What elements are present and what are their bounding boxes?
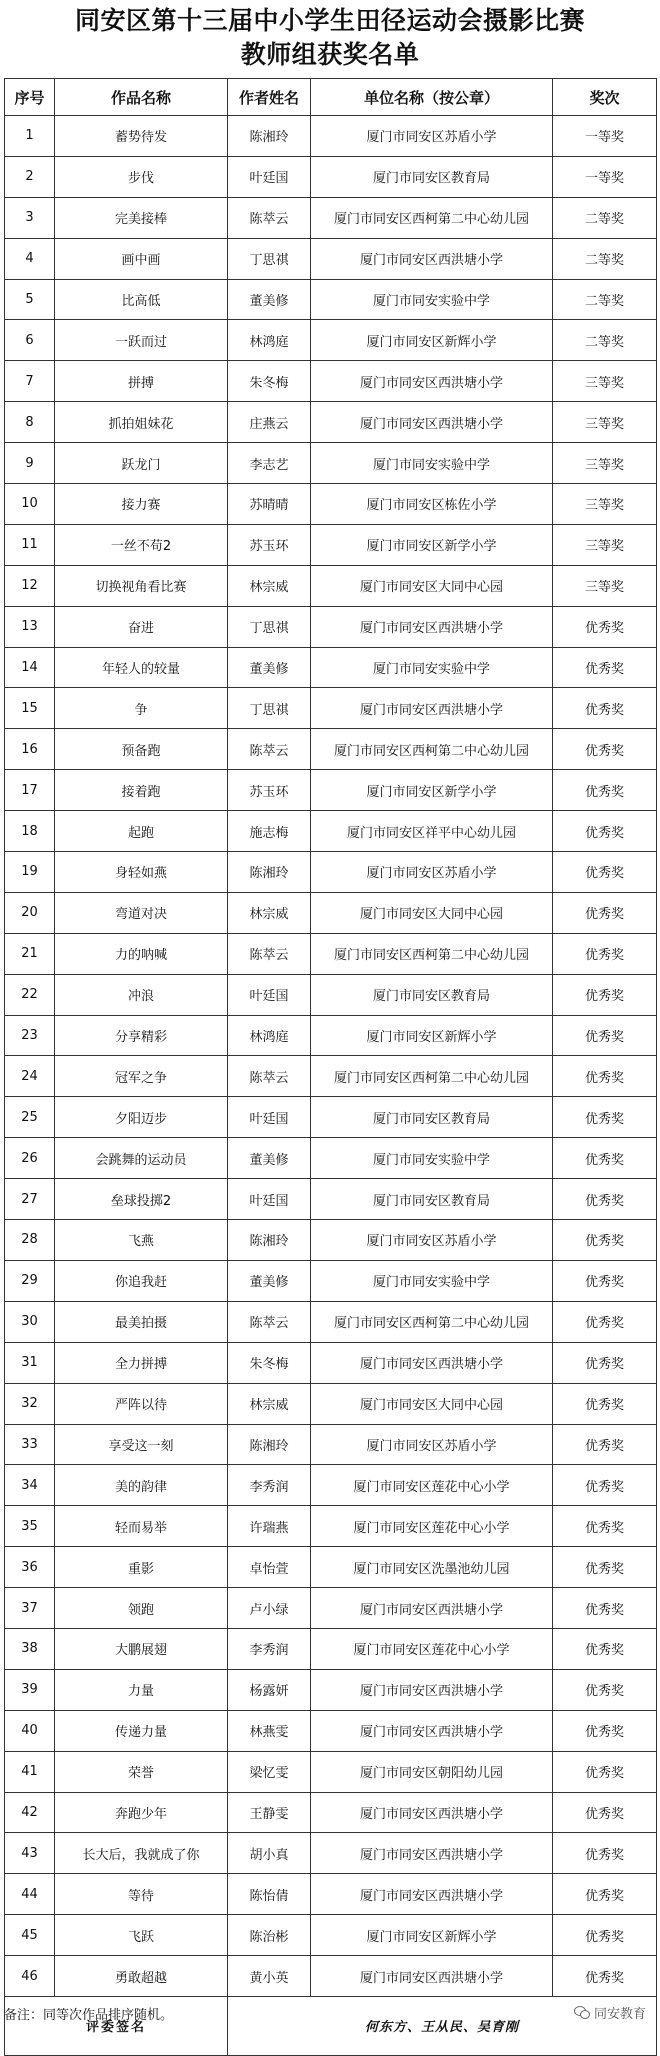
cell-award: 二等奖 [553,238,657,279]
cell-organization: 厦门市同安区教育局 [311,156,553,197]
cell-work-title: 最美拍摄 [55,1301,228,1342]
cell-organization: 厦门市同安区大同中心园 [311,565,553,606]
header-work-title: 作品名称 [55,79,228,116]
table-row [5,1138,657,1179]
judges-signature: 何东方、王从民、吴育刚 [228,1996,657,2055]
cell-organization: 厦门市同安区西柯第二中心幼儿园 [311,933,553,974]
cell-author: 林宗威 [228,892,311,933]
cell-organization: 厦门市同安区新学小学 [311,770,553,811]
cell-index: 12 [5,565,55,606]
cell-award: 优秀奖 [553,1547,657,1588]
cell-organization: 厦门市同安区西洪塘小学 [311,1956,553,1997]
table-row [5,1097,657,1138]
judges-label: 评委签名 [5,1996,228,2055]
cell-award: 二等奖 [553,197,657,238]
cell-award: 优秀奖 [553,1301,657,1342]
cell-index: 21 [5,933,55,974]
cell-author: 卓怡萱 [228,1547,311,1588]
cell-author: 苏晴晴 [228,484,311,525]
cell-author: 董美修 [228,1138,311,1179]
cell-award: 优秀奖 [553,1220,657,1261]
cell-award: 一等奖 [553,116,657,157]
cell-index: 1 [5,116,55,157]
cell-organization: 厦门市同安区苏盾小学 [311,116,553,157]
cell-organization: 厦门市同安区西柯第二中心幼儿园 [311,197,553,238]
table-row [5,1833,657,1874]
cell-award: 优秀奖 [553,1179,657,1220]
cell-author: 陈湘玲 [228,1220,311,1261]
cell-author: 陈怡倩 [228,1874,311,1915]
cell-award: 优秀奖 [553,1056,657,1097]
cell-work-title: 重影 [55,1547,228,1588]
cell-index: 32 [5,1383,55,1424]
cell-author: 苏玉环 [228,770,311,811]
cell-author: 陈萃云 [228,197,311,238]
cell-index: 31 [5,1342,55,1383]
cell-organization: 厦门市同安区新学小学 [311,524,553,565]
cell-award: 三等奖 [553,565,657,606]
cell-award: 优秀奖 [553,1097,657,1138]
cell-work-title: 传递力量 [55,1710,228,1751]
cell-author: 陈湘玲 [228,852,311,893]
cell-work-title: 起跑 [55,811,228,852]
cell-author: 林宗威 [228,1383,311,1424]
document-title [0,0,660,76]
cell-author: 施志梅 [228,811,311,852]
cell-award: 优秀奖 [553,1342,657,1383]
cell-author: 苏玉环 [228,524,311,565]
cell-work-title: 力量 [55,1669,228,1710]
cell-organization: 厦门市同安区西洪塘小学 [311,402,553,443]
cell-award: 优秀奖 [553,933,657,974]
cell-index: 29 [5,1260,55,1301]
cell-award: 优秀奖 [553,606,657,647]
table-row [5,933,657,974]
table-row [5,852,657,893]
cell-index: 6 [5,320,55,361]
table-row [5,524,657,565]
cell-award: 三等奖 [553,402,657,443]
cell-index: 3 [5,197,55,238]
table-row [5,565,657,606]
header-organization: 单位名称（按公章） [311,79,553,116]
cell-work-title: 勇敢超越 [55,1956,228,1997]
cell-index: 40 [5,1710,55,1751]
cell-author: 林鸿庭 [228,1015,311,1056]
cell-work-title: 飞跃 [55,1915,228,1956]
cell-author: 陈萃云 [228,933,311,974]
cell-organization: 厦门市同安区西柯第二中心幼儿园 [311,1056,553,1097]
cell-organization: 厦门市同安实验中学 [311,279,553,320]
cell-award: 二等奖 [553,320,657,361]
cell-work-title: 完美接棒 [55,197,228,238]
cell-organization: 厦门市同安区莲花中心小学 [311,1506,553,1547]
cell-award: 三等奖 [553,443,657,484]
table-row [5,1383,657,1424]
footnote: 备注：同等次作品排序随机。 [4,2008,174,2023]
cell-work-title: 接着跑 [55,770,228,811]
cell-organization: 厦门市同安区西洪塘小学 [311,1792,553,1833]
table-row [5,1342,657,1383]
cell-award: 优秀奖 [553,1669,657,1710]
cell-work-title: 争 [55,688,228,729]
cell-work-title: 你追我赶 [55,1260,228,1301]
cell-award: 优秀奖 [553,852,657,893]
cell-author: 林宗威 [228,565,311,606]
cell-work-title: 荣誉 [55,1751,228,1792]
cell-index: 26 [5,1138,55,1179]
cell-author: 黄小英 [228,1956,311,1997]
cell-author: 丁思祺 [228,238,311,279]
cell-work-title: 领跑 [55,1588,228,1629]
cell-index: 44 [5,1874,55,1915]
cell-work-title: 接力赛 [55,484,228,525]
cell-author: 李秀润 [228,1465,311,1506]
cell-work-title: 奔跑少年 [55,1792,228,1833]
cell-work-title: 步伐 [55,156,228,197]
cell-work-title: 垒球投掷2 [55,1179,228,1220]
cell-work-title: 美的韵律 [55,1465,228,1506]
cell-author: 梁忆雯 [228,1751,311,1792]
cell-award: 优秀奖 [553,729,657,770]
cell-author: 丁思祺 [228,688,311,729]
cell-author: 李秀润 [228,1628,311,1669]
cell-organization: 厦门市同安区西柯第二中心幼儿园 [311,1301,553,1342]
cell-work-title: 蓄势待发 [55,116,228,157]
cell-author: 林鸿庭 [228,320,311,361]
cell-organization: 厦门市同安区西洪塘小学 [311,606,553,647]
cell-index: 9 [5,443,55,484]
cell-index: 46 [5,1956,55,1997]
cell-award: 优秀奖 [553,688,657,729]
cell-work-title: 预备跑 [55,729,228,770]
cell-organization: 厦门市同安区教育局 [311,1097,553,1138]
cell-organization: 厦门市同安实验中学 [311,1138,553,1179]
cell-index: 33 [5,1424,55,1465]
cell-award: 优秀奖 [553,1833,657,1874]
cell-index: 2 [5,156,55,197]
cell-index: 24 [5,1056,55,1097]
table-row [5,811,657,852]
cell-index: 8 [5,402,55,443]
cell-index: 38 [5,1628,55,1669]
cell-index: 36 [5,1547,55,1588]
cell-index: 45 [5,1915,55,1956]
table-row [5,892,657,933]
cell-work-title: 全力拼搏 [55,1342,228,1383]
table-row [5,1628,657,1669]
cell-author: 叶廷国 [228,156,311,197]
table-row [5,729,657,770]
cell-index: 5 [5,279,55,320]
cell-award: 优秀奖 [553,1138,657,1179]
cell-index: 14 [5,647,55,688]
cell-author: 陈萃云 [228,729,311,770]
cell-author: 杨露妍 [228,1669,311,1710]
cell-work-title: 弯道对决 [55,892,228,933]
cell-organization: 厦门市同安区西洪塘小学 [311,1669,553,1710]
cell-work-title: 跃龙门 [55,443,228,484]
cell-award: 优秀奖 [553,974,657,1015]
cell-author: 胡小真 [228,1833,311,1874]
cell-organization: 厦门市同安实验中学 [311,1260,553,1301]
cell-organization: 厦门市同安区苏盾小学 [311,1424,553,1465]
cell-award: 优秀奖 [553,770,657,811]
table-row [5,606,657,647]
cell-award: 优秀奖 [553,1751,657,1792]
cell-work-title: 轻而易举 [55,1506,228,1547]
cell-work-title: 奋进 [55,606,228,647]
table-row [5,1874,657,1915]
cell-work-title: 画中画 [55,238,228,279]
cell-author: 董美修 [228,647,311,688]
cell-author: 丁思祺 [228,606,311,647]
cell-award: 优秀奖 [553,1424,657,1465]
cell-organization: 厦门市同安区教育局 [311,974,553,1015]
cell-award: 优秀奖 [553,1792,657,1833]
cell-award: 优秀奖 [553,1383,657,1424]
judges-row [5,1996,657,2055]
cell-index: 15 [5,688,55,729]
cell-organization: 厦门市同安区洗墨池幼儿园 [311,1547,553,1588]
cell-index: 23 [5,1015,55,1056]
cell-author: 董美修 [228,1260,311,1301]
cell-work-title: 长大后，我就成了你 [55,1833,228,1874]
table-row [5,1015,657,1056]
title-line-2: 教师组获奖名单 [240,40,420,69]
cell-index: 27 [5,1179,55,1220]
cell-award: 优秀奖 [553,1465,657,1506]
table-header-row [5,79,657,116]
cell-organization: 厦门市同安区教育局 [311,1179,553,1220]
cell-index: 35 [5,1506,55,1547]
cell-work-title: 夕阳迈步 [55,1097,228,1138]
cell-work-title: 分享精彩 [55,1015,228,1056]
table-row [5,1915,657,1956]
cell-author: 叶廷国 [228,1097,311,1138]
cell-award: 三等奖 [553,524,657,565]
cell-organization: 厦门市同安区大同中心园 [311,1383,553,1424]
cell-organization: 厦门市同安区朝阳幼儿园 [311,1751,553,1792]
cell-work-title: 一跃而过 [55,320,228,361]
awards-table [4,78,657,2056]
cell-organization: 厦门市同安区莲花中心小学 [311,1628,553,1669]
table-row [5,1301,657,1342]
cell-award: 优秀奖 [553,1956,657,1997]
cell-award: 优秀奖 [553,1506,657,1547]
cell-work-title: 年轻人的较量 [55,647,228,688]
table-row [5,1547,657,1588]
cell-work-title: 抓拍姐妹花 [55,402,228,443]
table-row [5,484,657,525]
cell-organization: 厦门市同安区西洪塘小学 [311,1588,553,1629]
cell-organization: 厦门市同安区西洪塘小学 [311,688,553,729]
cell-index: 34 [5,1465,55,1506]
table-row [5,361,657,402]
cell-organization: 厦门市同安区大同中心园 [311,892,553,933]
cell-award: 优秀奖 [553,1628,657,1669]
cell-award: 优秀奖 [553,811,657,852]
cell-work-title: 一丝不苟2 [55,524,228,565]
table-row [5,1220,657,1261]
cell-work-title: 飞燕 [55,1220,228,1261]
cell-author: 陈湘玲 [228,116,311,157]
table-row [5,1710,657,1751]
watermark-text: 同安教育 [593,2007,646,2022]
table-row [5,238,657,279]
table-row [5,974,657,1015]
table-row [5,1056,657,1097]
cell-author: 卢小绿 [228,1588,311,1629]
cell-author: 许瑞燕 [228,1506,311,1547]
cell-index: 19 [5,852,55,893]
cell-award: 一等奖 [553,156,657,197]
cell-index: 22 [5,974,55,1015]
cell-author: 董美修 [228,279,311,320]
cell-index: 25 [5,1097,55,1138]
table-row [5,688,657,729]
table-row [5,1792,657,1833]
cell-organization: 厦门市同安区西柯第二中心幼儿园 [311,729,553,770]
cell-award: 二等奖 [553,279,657,320]
cell-award: 优秀奖 [553,1588,657,1629]
cell-award: 优秀奖 [553,647,657,688]
cell-index: 39 [5,1669,55,1710]
cell-organization: 厦门市同安区西洪塘小学 [311,238,553,279]
cell-index: 20 [5,892,55,933]
table-row [5,1260,657,1301]
cell-author: 陈湘玲 [228,1424,311,1465]
cell-author: 叶廷国 [228,1179,311,1220]
cell-award: 三等奖 [553,484,657,525]
table-row [5,770,657,811]
cell-index: 17 [5,770,55,811]
cell-work-title: 冠军之争 [55,1056,228,1097]
cell-index: 7 [5,361,55,402]
cell-organization: 厦门市同安区苏盾小学 [311,852,553,893]
cell-author: 林燕雯 [228,1710,311,1751]
table-row [5,197,657,238]
cell-work-title: 会跳舞的运动员 [55,1138,228,1179]
cell-organization: 厦门市同安区栋佐小学 [311,484,553,525]
cell-award: 优秀奖 [553,1874,657,1915]
cell-award: 优秀奖 [553,1710,657,1751]
cell-work-title: 切换视角看比赛 [55,565,228,606]
table-row [5,1179,657,1220]
cell-author: 陈萃云 [228,1056,311,1097]
table-row [5,402,657,443]
watermark [574,2003,646,2022]
cell-index: 18 [5,811,55,852]
cell-organization: 厦门市同安区新辉小学 [311,1915,553,1956]
cell-organization: 厦门市同安区莲花中心小学 [311,1465,553,1506]
header-award: 奖次 [553,79,657,116]
cell-index: 4 [5,238,55,279]
cell-work-title: 大鹏展翅 [55,1628,228,1669]
cell-author: 王静雯 [228,1792,311,1833]
cell-organization: 厦门市同安区祥平中心幼儿园 [311,811,553,852]
wechat-icon [574,2006,590,2019]
header-author: 作者姓名 [228,79,311,116]
cell-organization: 厦门市同安实验中学 [311,647,553,688]
cell-index: 30 [5,1301,55,1342]
cell-index: 41 [5,1751,55,1792]
cell-work-title: 身轻如燕 [55,852,228,893]
table-row [5,443,657,484]
cell-index: 43 [5,1833,55,1874]
table-row [5,1669,657,1710]
table-row [5,116,657,157]
cell-work-title: 享受这一刻 [55,1424,228,1465]
cell-index: 13 [5,606,55,647]
cell-author: 朱冬梅 [228,1342,311,1383]
cell-index: 42 [5,1792,55,1833]
cell-index: 10 [5,484,55,525]
table-row [5,1465,657,1506]
table-row [5,1956,657,1997]
cell-index: 16 [5,729,55,770]
cell-organization: 厦门市同安区西洪塘小学 [311,1710,553,1751]
cell-author: 陈萃云 [228,1301,311,1342]
table-row [5,1588,657,1629]
cell-author: 李志艺 [228,443,311,484]
cell-award: 优秀奖 [553,892,657,933]
header-index: 序号 [5,79,55,116]
cell-organization: 厦门市同安区新辉小学 [311,320,553,361]
cell-organization: 厦门市同安区西洪塘小学 [311,1874,553,1915]
cell-organization: 厦门市同安区西洪塘小学 [311,1342,553,1383]
cell-organization: 厦门市同安区西洪塘小学 [311,1833,553,1874]
cell-work-title: 比高低 [55,279,228,320]
cell-index: 37 [5,1588,55,1629]
table-row [5,279,657,320]
table-body [5,116,657,1997]
table-row [5,647,657,688]
cell-award: 优秀奖 [553,1260,657,1301]
table-row [5,320,657,361]
cell-author: 陈治彬 [228,1915,311,1956]
cell-organization: 厦门市同安区新辉小学 [311,1015,553,1056]
cell-organization: 厦门市同安区苏盾小学 [311,1220,553,1261]
cell-work-title: 拼搏 [55,361,228,402]
table-row [5,1751,657,1792]
cell-award: 三等奖 [553,361,657,402]
cell-organization: 厦门市同安区西洪塘小学 [311,361,553,402]
cell-award: 优秀奖 [553,1915,657,1956]
table-row [5,1424,657,1465]
cell-work-title: 等待 [55,1874,228,1915]
cell-work-title: 严阵以待 [55,1383,228,1424]
cell-author: 朱冬梅 [228,361,311,402]
table-row [5,1506,657,1547]
cell-organization: 厦门市同安实验中学 [311,443,553,484]
cell-index: 11 [5,524,55,565]
cell-index: 28 [5,1220,55,1261]
cell-work-title: 冲浪 [55,974,228,1015]
cell-award: 优秀奖 [553,1015,657,1056]
title-line-1: 同安区第十三届中小学生田径运动会摄影比赛 [74,6,585,35]
cell-author: 叶廷国 [228,974,311,1015]
cell-author: 庄燕云 [228,402,311,443]
cell-work-title: 力的呐喊 [55,933,228,974]
table-row [5,156,657,197]
